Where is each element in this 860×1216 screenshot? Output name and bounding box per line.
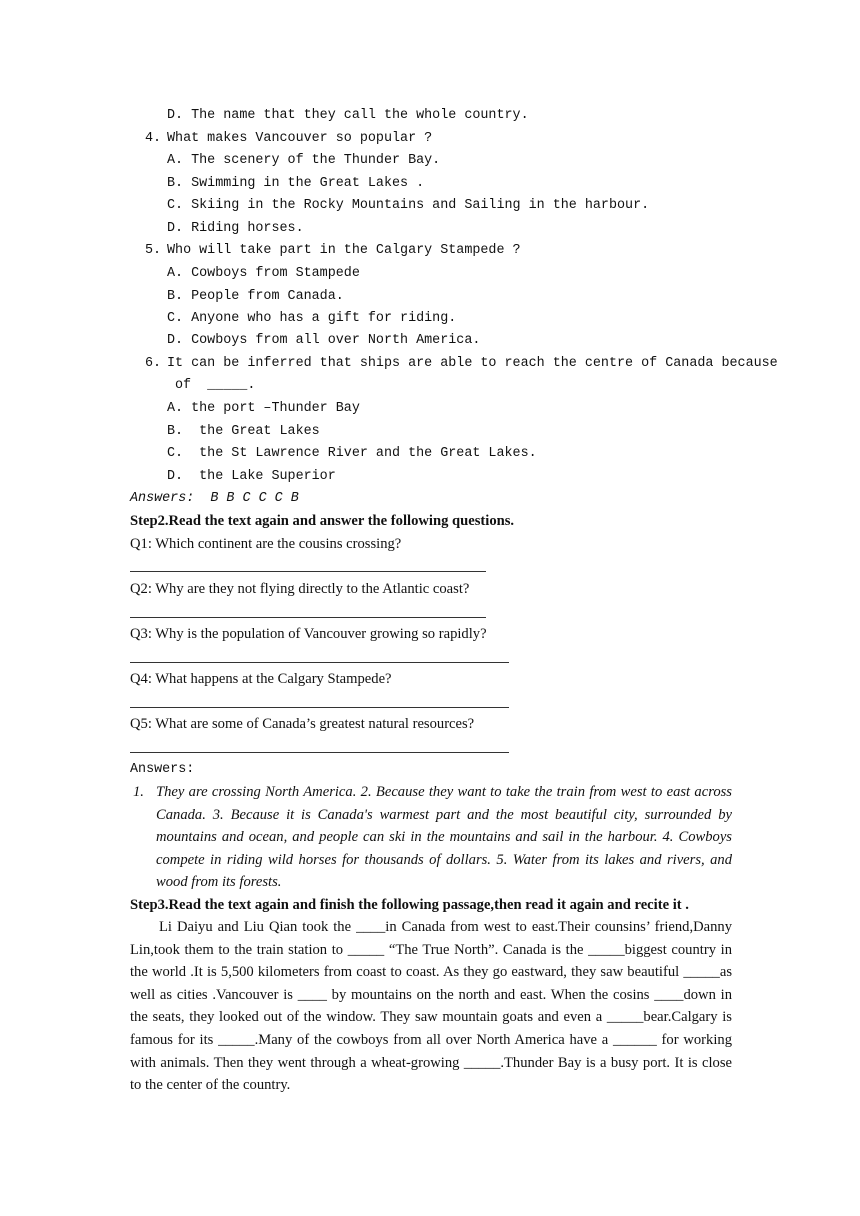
question-text: It can be inferred that ships are able to reach the centre of Canada because bbox=[167, 356, 778, 371]
answer-line[interactable] bbox=[130, 707, 509, 708]
step2-answer-text: They are crossing North America. 2. Because they want to take the train from west to east across Canada. 3. Because it is Canada's warmest part and the most beautiful city, surrounded by mountains and ocean, and people can ski in the mountains and sail in the harbour. 4. Cowboys compete in riding wild horses for thousands of dollars. 5. Water from its lakes and rivers, and wood from its forests. bbox=[156, 784, 732, 891]
step3-heading: Step3.Read the text again and finish the following passage,then read it again and recite it . bbox=[130, 897, 689, 913]
option-d: D. the Lake Superior bbox=[167, 469, 336, 484]
option-b: B. the Great Lakes bbox=[167, 424, 320, 439]
option-a: A. The scenery of the Thunder Bay. bbox=[167, 153, 441, 168]
step2-question-2: Q2: Why are they not flying directly to the Atlantic coast? bbox=[130, 581, 470, 597]
answer-line[interactable] bbox=[130, 571, 486, 572]
option-d: D. Cowboys from all over North America. bbox=[167, 333, 481, 348]
option-d: D. Riding horses. bbox=[167, 221, 304, 236]
answer-line[interactable] bbox=[130, 662, 509, 663]
question-number: 5. bbox=[145, 243, 162, 258]
option-c: C. Anyone who has a gift for riding. bbox=[167, 311, 457, 326]
step2-answers-label: Answers: bbox=[130, 762, 195, 777]
mcq-answers: Answers: B B C C C B bbox=[130, 491, 299, 506]
option-b: B. Swimming in the Great Lakes . bbox=[167, 176, 425, 191]
question-number: 6. bbox=[145, 356, 162, 371]
question-text: Who will take part in the Calgary Stampede ? bbox=[167, 243, 521, 258]
option-c: C. the St Lawrence River and the Great Lakes. bbox=[167, 446, 537, 461]
step2-answer-number: 1. bbox=[133, 784, 144, 800]
option-a: A. the port –Thunder Bay bbox=[167, 401, 360, 416]
step2-question-5: Q5: What are some of Canada’s greatest natural resources? bbox=[130, 716, 475, 732]
q3-option-d: D. The name that they call the whole country. bbox=[167, 108, 529, 123]
step2-question-1: Q1: Which continent are the cousins crossing? bbox=[130, 536, 402, 552]
step3-passage bbox=[130, 916, 732, 1097]
step2-question-4: Q4: What happens at the Calgary Stampede? bbox=[130, 671, 392, 687]
passage-text: Li Daiyu and Liu Qian took the ____in Canada from west to east.Their counsins’ friend,Danny Lin,took them to the train station to _____ “The True North”. Canada is the _____biggest country in the world .It is 5,500 kilometers from coast to coast. As they go eastward, they saw beautiful _____as well as cities .Vancouver is ____ by mountains on the north and east. When the cosins ____down in the seats, they looked out of the window. They saw mountain goats and even a _____bear.Calgary is famous for its _____.Many of the cowboys from all over North America have a ______ for working with animals. Then they went through a wheat-growing _____.Thunder Bay is a busy port. It is close to the center of the country. bbox=[130, 919, 732, 1094]
step2-question-3: Q3: Why is the population of Vancouver growing so rapidly? bbox=[130, 626, 487, 642]
option-b: B. People from Canada. bbox=[167, 289, 344, 304]
answer-line[interactable] bbox=[130, 617, 486, 618]
step2-heading: Step2.Read the text again and answer the following questions. bbox=[130, 513, 515, 529]
question-text-continued: of _____. bbox=[175, 378, 256, 393]
option-c: C. Skiing in the Rocky Mountains and Sailing in the harbour. bbox=[167, 198, 650, 213]
answer-line[interactable] bbox=[130, 752, 509, 753]
option-a: A. Cowboys from Stampede bbox=[167, 266, 360, 281]
question-text: What makes Vancouver so popular ? bbox=[167, 131, 433, 146]
question-number: 4. bbox=[145, 131, 162, 146]
